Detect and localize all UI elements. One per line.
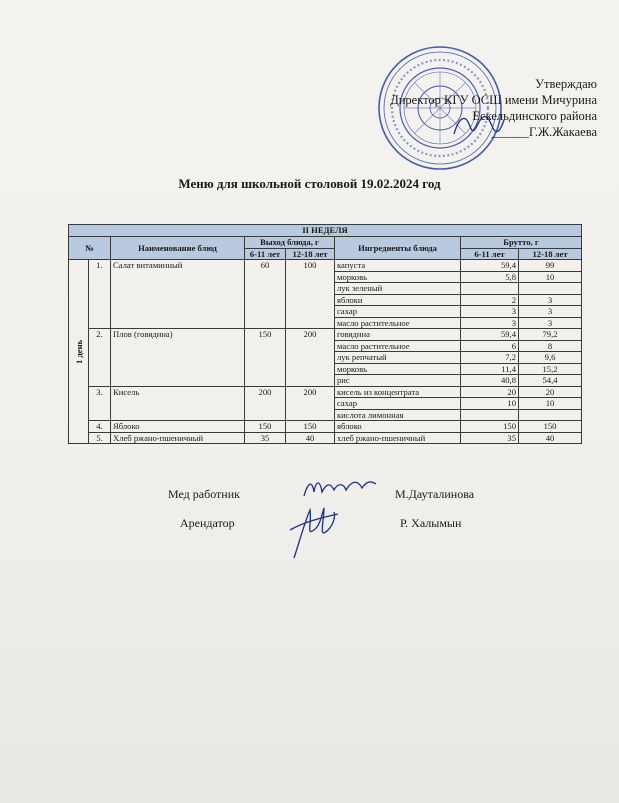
output-header: Выход блюда, г [245, 237, 335, 249]
menu-table-container [68, 224, 581, 444]
ingredient-name: яблоки [335, 294, 461, 306]
output-12-18: 40 [286, 432, 335, 444]
brutto-6-11: 59,4 [461, 329, 519, 341]
output-6-11: 150 [245, 421, 286, 433]
brutto-6-11: 59,4 [461, 260, 519, 272]
ingredient-name: капуста [335, 260, 461, 272]
output-6-11: 200 [245, 386, 286, 421]
brutto-12-18: 150 [519, 421, 582, 433]
brutto-12-18: 10 [519, 271, 582, 283]
ingredient-name: кислота лимонная [335, 409, 461, 421]
renter-label: Арендатор [180, 516, 235, 530]
dish-name: Салат витаминный [111, 260, 245, 329]
brutto-12-18: 10 [519, 398, 582, 410]
brutto-12-18 [519, 283, 582, 295]
ingredient-name: морковь [335, 271, 461, 283]
table-row [69, 329, 582, 341]
ingredient-name: рис [335, 375, 461, 387]
ingredient-name: лук зеленый [335, 283, 461, 295]
brutto-6-11 [461, 409, 519, 421]
output-12-18: 150 [286, 421, 335, 433]
table-row [69, 260, 582, 272]
num-header: № [69, 237, 111, 260]
table-row [69, 432, 582, 444]
ingredient-name: морковь [335, 363, 461, 375]
brutto-12-18: 99 [519, 260, 582, 272]
dish-number: 3. [89, 386, 111, 421]
brutto-6-11: 6 [461, 340, 519, 352]
approval-line-1: Утверждаю [535, 77, 597, 91]
dish-number: 5. [89, 432, 111, 444]
brutto-12-18: 40 [519, 432, 582, 444]
page-title: Меню для школьной столовой 19.02.2024 год [178, 176, 441, 191]
dish-header: Наименование блюд [111, 237, 245, 260]
approval-line-4: ______Г.Ж.Жакаева [491, 125, 597, 139]
brutto-6-11: 7,2 [461, 352, 519, 364]
renter-signature [284, 500, 340, 562]
ingredient-name: сахар [335, 306, 461, 318]
dish-number: 1. [89, 260, 111, 329]
dish-number: 2. [89, 329, 111, 387]
dish-number: 4. [89, 421, 111, 433]
approval-line-2: Директор КГУ ОСШ имени Мичурина [390, 93, 597, 107]
ingredient-name: кисель из концентрата [335, 386, 461, 398]
brutto-12-18: 3 [519, 317, 582, 329]
brutto-6-11: 35 [461, 432, 519, 444]
ingredient-name: сахар [335, 398, 461, 410]
med-worker-signature [300, 474, 380, 502]
brutto-6-11: 40,8 [461, 375, 519, 387]
med-worker-label: Мед работник [168, 487, 240, 501]
brutto-6-11: 2 [461, 294, 519, 306]
brutto-6-11: 3 [461, 306, 519, 318]
brutto-12-18: 3 [519, 306, 582, 318]
menu-table-body [69, 260, 582, 444]
output-12-18: 200 [286, 329, 335, 387]
brutto-age-6-11: 6-11 лет [461, 248, 519, 260]
week-header: II НЕДЕЛЯ [69, 225, 582, 237]
brutto-6-11 [461, 283, 519, 295]
approval-line-3: Ескельдинского района [472, 109, 597, 123]
brutto-6-11: 3 [461, 317, 519, 329]
brutto-12-18: 9,6 [519, 352, 582, 364]
output-age-6-11: 6-11 лет [245, 248, 286, 260]
ingredients-header: Ингредиенты блюда [335, 237, 461, 260]
output-12-18: 200 [286, 386, 335, 421]
brutto-6-11: 150 [461, 421, 519, 433]
brutto-12-18 [519, 409, 582, 421]
brutto-12-18: 8 [519, 340, 582, 352]
output-6-11: 150 [245, 329, 286, 387]
brutto-6-11: 10 [461, 398, 519, 410]
ingredient-name: яблоко [335, 421, 461, 433]
brutto-12-18: 54,4 [519, 375, 582, 387]
brutto-12-18: 15,2 [519, 363, 582, 375]
ingredient-name: говядина [335, 329, 461, 341]
table-row [69, 421, 582, 433]
output-12-18: 100 [286, 260, 335, 329]
renter-name: Р. Халымын [400, 516, 462, 530]
dish-name: Плов (говядина) [111, 329, 245, 387]
dish-name: Хлеб ржано-пшеничный [111, 432, 245, 444]
ingredient-name: масло растительное [335, 317, 461, 329]
ingredient-name: масло растительное [335, 340, 461, 352]
brutto-6-11: 20 [461, 386, 519, 398]
output-6-11: 35 [245, 432, 286, 444]
brutto-6-11: 11,4 [461, 363, 519, 375]
ingredient-name: хлеб ржано-пшеничный [335, 432, 461, 444]
approval-block [337, 76, 597, 140]
menu-table [68, 224, 582, 444]
brutto-12-18: 20 [519, 386, 582, 398]
day-label: 1 день [69, 260, 89, 444]
dish-name: Кисель [111, 386, 245, 421]
brutto-12-18: 3 [519, 294, 582, 306]
brutto-header: Брутто, г [461, 237, 582, 249]
table-row [69, 386, 582, 398]
med-worker-name: М.Дауталинова [395, 487, 475, 501]
output-6-11: 60 [245, 260, 286, 329]
dish-name: Яблоко [111, 421, 245, 433]
ingredient-name: лук репчатый [335, 352, 461, 364]
brutto-6-11: 5,8 [461, 271, 519, 283]
brutto-12-18: 79,2 [519, 329, 582, 341]
output-age-12-18: 12-18 лет [286, 248, 335, 260]
brutto-age-12-18: 12-18 лет [519, 248, 582, 260]
